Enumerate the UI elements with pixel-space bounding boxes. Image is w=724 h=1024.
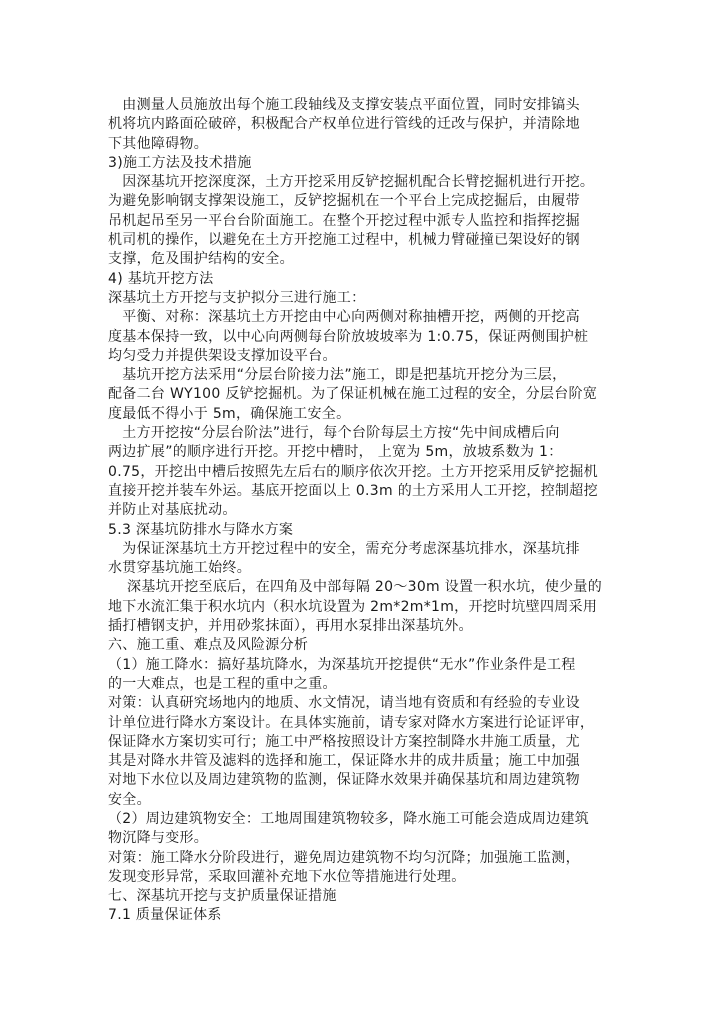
text-line: 并防止对基底扰动。: [108, 502, 237, 519]
text-line: 计单位进行降水方案设计。在具体实施前，请专家对降水方案进行论证评审，: [108, 714, 595, 731]
text-line: 为避免影响钢支撑架设施工，反铲挖掘机在一个平台上完成挖掘后，由履带: [108, 193, 580, 210]
text-line: （1）施工降水：搞好基坑降水，为深基坑开挖提供“无水”作业条件是工程: [108, 656, 576, 673]
text-line: 土方开挖按“分层台阶法”进行，每个台阶每层土方按“先中间成槽后向: [108, 425, 560, 442]
text-line: 发现变形异常，采取回灌补充地下水位等措施进行处理。: [108, 868, 466, 885]
text-line: 其是对降水井管及滤料的选择和施工，保证降水井的成井质量；施工中加强: [108, 753, 580, 770]
text-line: 度最低不得小于 5m，确保施工安全。: [108, 405, 351, 422]
text-line: 为保证深基坑土方开挖过程中的安全，需充分考虑深基坑排水，深基坑排: [108, 540, 580, 557]
section-heading: 4) 基坑开挖方法: [108, 270, 214, 287]
document-page: [108, 96, 628, 926]
text-line: 对策：施工降水分阶段进行，避免周边建筑物不均匀沉降；加强施工监测，: [108, 849, 580, 866]
text-line: 由测量人员施放出每个施工段轴线及支撑安装点平面位置，同时安排镐头: [108, 97, 580, 113]
text-line: 机将坑内路面砼破碎，积极配合产权单位进行管线的迁改与保护，并清除地: [108, 116, 580, 133]
text-line: 保证降水方案切实可行；施工中严格按照设计方案控制降水井施工质量，尤: [108, 733, 580, 750]
text-line: 对策：认真研究场地内的地质、水文情况，请当地有资质和有经验的专业设: [108, 695, 580, 712]
text-line: 插打槽钢支护，并用砂浆抹面），再用水泵排出深基坑外。: [108, 618, 473, 635]
text-line: 平衡、对称：深基坑土方开挖由中心向两侧对称抽槽开挖，两侧的开挖高: [108, 309, 580, 326]
text-line: 配备二台 WY100 反铲挖掘机。为了保证机械在施工过程的安全，分层台阶宽: [108, 386, 598, 403]
text-line: 度基本保持一致，以中心向两侧每台阶放坡坡率为 1:0.75，保证两侧围护桩: [108, 328, 589, 345]
text-line: 水贯穿基坑施工始终。: [108, 560, 251, 577]
section-heading: 六、施工重、难点及风险源分析: [108, 637, 309, 654]
text-line: 因深基坑开挖深度深，土方开挖采用反铲挖掘机配合长臂挖掘机进行开挖。: [108, 174, 595, 191]
text-line: 支撑，危及围护结构的安全。: [108, 251, 294, 268]
text-line: 深基坑开挖至底后，在四角及中部每隔 20～30m 设置一积水坑，使少量的: [108, 579, 603, 596]
text-line: 0.75，开挖出中槽后按照先左后右的顺序依次开挖。土方开挖采用反铲挖掘机: [108, 463, 598, 480]
section-heading: 5.3 深基坑防排水与降水方案: [108, 521, 294, 538]
section-heading: 3)施工方法及技术措施: [108, 154, 252, 171]
section-heading: 7.1 质量保证体系: [108, 907, 222, 924]
text-line: 安全。: [108, 791, 151, 808]
text-line: 深基坑土方开挖与支护拟分三进行施工：: [108, 289, 366, 306]
text-line: （2）周边建筑物安全：工地周围建筑物较多，降水施工可能会造成周边建筑: [108, 810, 590, 827]
text-line: 均匀受力并提供架设支撑加设平台。: [108, 347, 337, 364]
text-line: 吊机起吊至另一平台台阶面施工。在整个开挖过程中派专人监控和指挥挖掘: [108, 212, 580, 229]
text-line: 机司机的操作，以避免在土方开挖施工过程中，机械力臂碰撞已架设好的钢: [108, 232, 580, 249]
text-line: 物沉降与变形。: [108, 830, 209, 847]
text-line: 对地下水位以及周边建筑物的监测，保证降水效果并确保基坑和周边建筑物: [108, 772, 580, 789]
text-line: 直接开挖并装车外运。基底开挖面以上 0.3m 的土方采用人工开挖，控制超挖: [108, 482, 598, 499]
text-line: 地下水流汇集于积水坑内（积水坑设置为 2m*2m*1m，开挖时坑壁四周采用: [108, 598, 598, 615]
text-line: 的一大难点，也是工程的重中之重。: [108, 675, 337, 692]
text-line: 基坑开挖方法采用“分层台阶接力法”施工，即是把基坑开挖分为三层，: [108, 367, 567, 384]
section-heading: 七、深基坑开挖与支护质量保证措施: [108, 888, 337, 905]
text-line: 下其他障碍物。: [108, 135, 209, 152]
text-line: 两边扩展”的顺序进行开挖。开挖中槽时， 上宽为 5m，放坡系数为 1：: [108, 444, 563, 461]
